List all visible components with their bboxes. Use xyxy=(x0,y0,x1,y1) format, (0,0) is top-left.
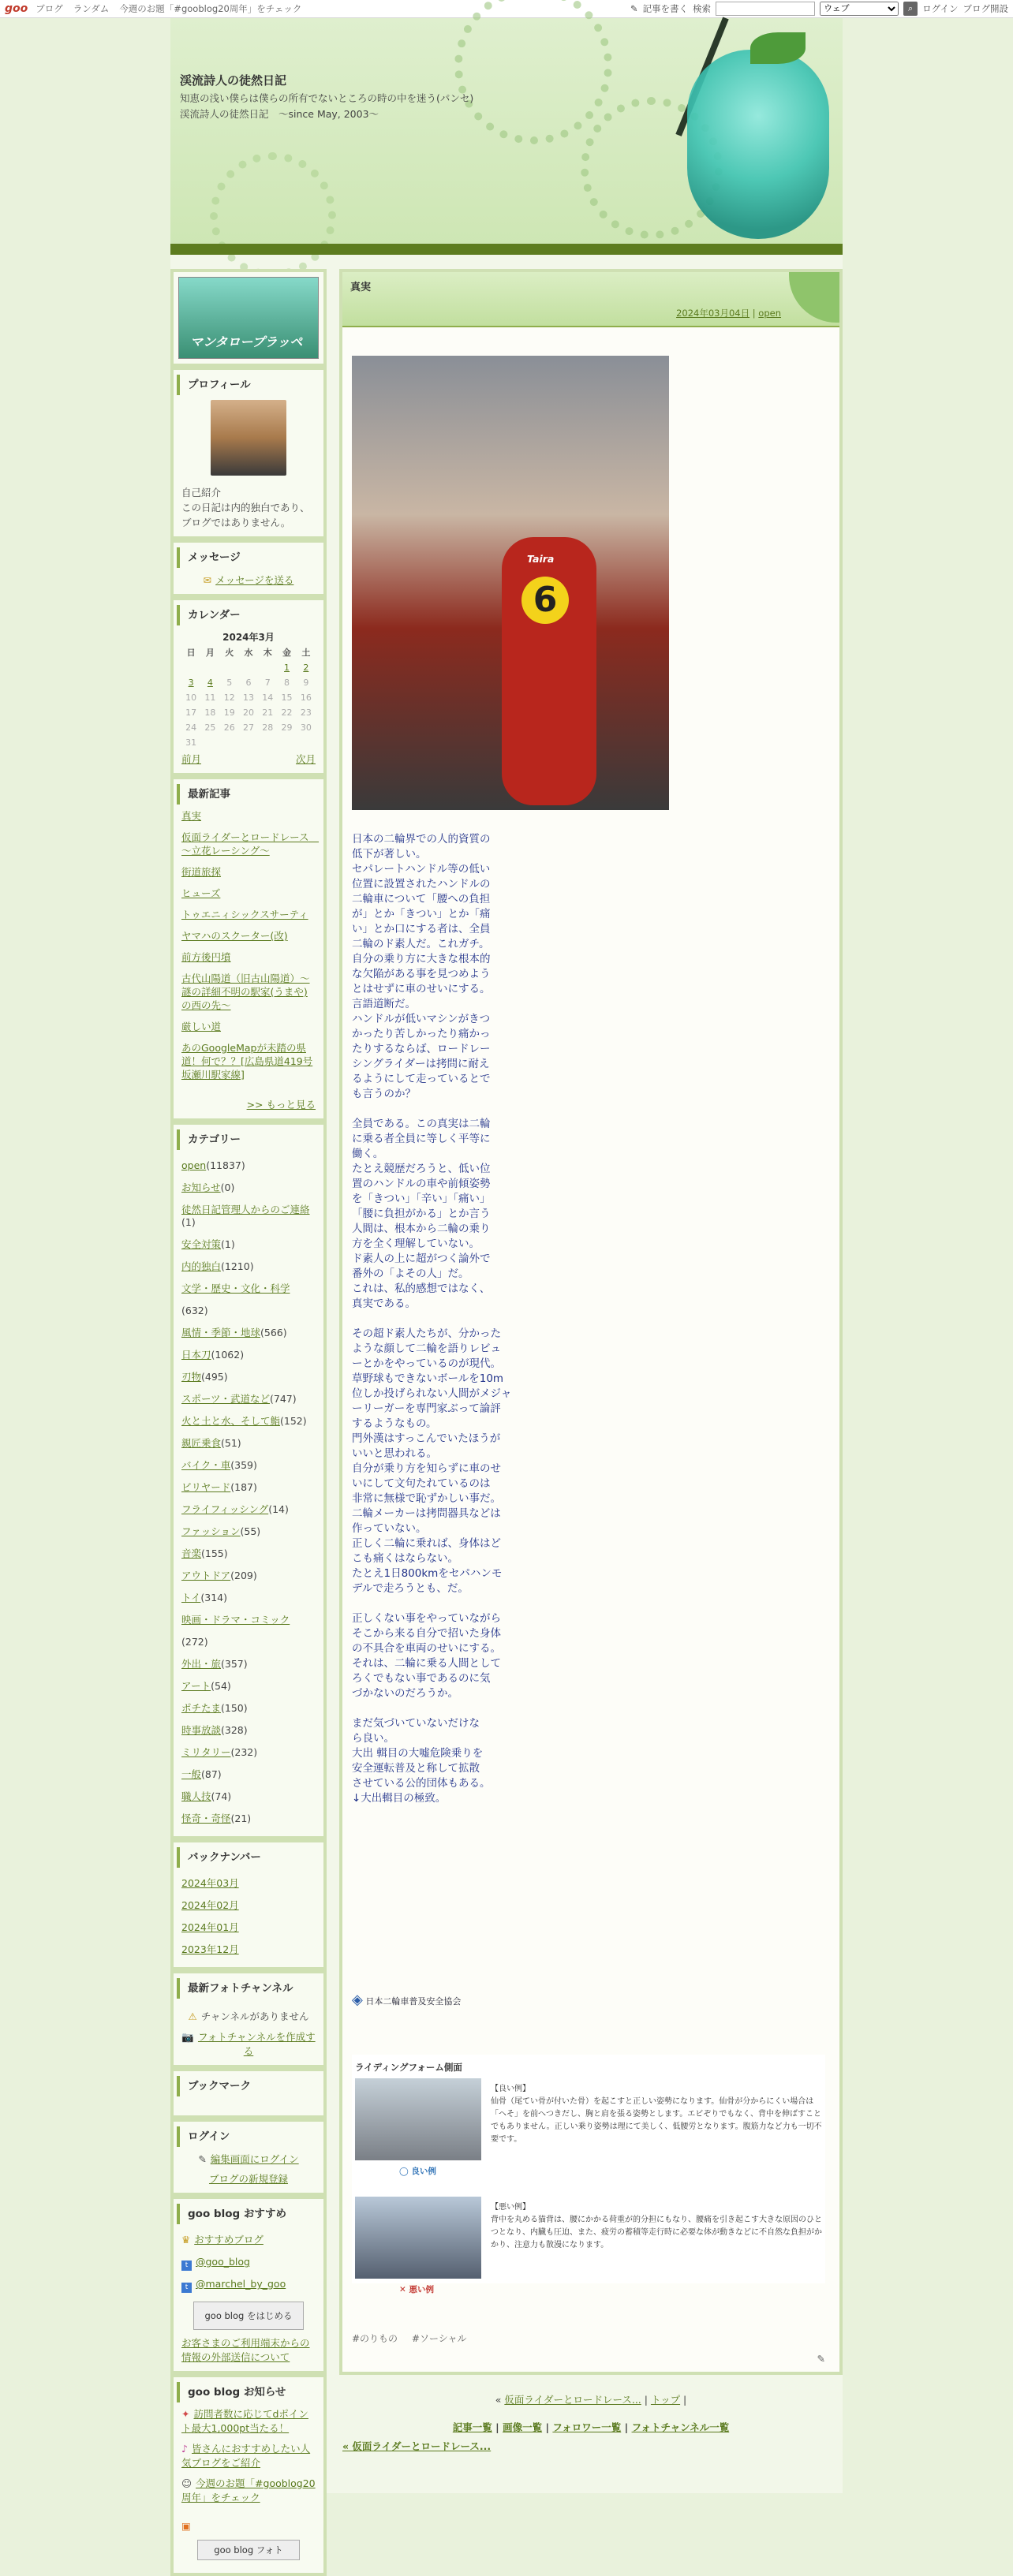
topbar-link-blog[interactable]: ブログ xyxy=(36,3,63,14)
calendar-day: 18 xyxy=(204,707,216,718)
calendar-day: 7 xyxy=(264,678,271,688)
calendar-day: 9 xyxy=(303,678,309,688)
backnumber-link[interactable]: 2024年03月 xyxy=(181,1877,239,1889)
header-band xyxy=(170,244,843,255)
twitter-icon: t xyxy=(181,2261,192,2271)
category-count: (209) xyxy=(230,1570,257,1581)
write-post-link[interactable]: 記事を書く xyxy=(642,3,689,14)
calendar-day: 20 xyxy=(242,707,254,718)
category-link[interactable]: バイク・車 xyxy=(181,1459,231,1471)
recent-post-link[interactable]: 真実 xyxy=(181,810,202,822)
calendar-weekday: 木 xyxy=(263,648,272,658)
category-count: (187) xyxy=(230,1481,257,1493)
goo-icon: ☺ xyxy=(181,2477,193,2489)
category-link[interactable]: ポチたま xyxy=(181,1702,222,1714)
recommend-box xyxy=(170,2196,327,2374)
category-item xyxy=(181,1344,316,1366)
entry-footer-nav: « 仮面ライダーとロードレース... | トップ | 記事一覧 | 画像一覧 | フォロワー一覧 | フォトチャンネル一覧 « 仮面ライダーとロードレース... xyxy=(342,2394,730,2452)
login-box xyxy=(170,2119,327,2196)
recent-post-link[interactable]: ヤマハのスクーター(改) xyxy=(181,930,288,942)
org-name: 日本二輪車普及安全協会 xyxy=(365,1996,462,2007)
header-ornament xyxy=(210,152,336,278)
camera-icon: 📷 xyxy=(181,2031,194,2043)
calendar-day: 23 xyxy=(300,707,312,718)
good-example-image xyxy=(355,2078,481,2160)
news-item-2[interactable]: 皆さんにおすすめしたい人気ブログをご紹介 xyxy=(181,2443,311,2469)
blog-title[interactable]: 渓流詩人の徒然日記 xyxy=(180,73,287,88)
category-link[interactable]: フライフィッシング xyxy=(181,1503,269,1515)
category-link[interactable]: 火と土と水、そして鮨 xyxy=(181,1415,281,1427)
create-channel-link[interactable]: フォトチャンネルを作成する xyxy=(197,2031,316,2057)
entry-category-link[interactable]: open xyxy=(758,308,781,319)
calendar-day[interactable]: 2 xyxy=(303,663,309,673)
calendar-weekday: 月 xyxy=(205,648,215,658)
calendar-day: 25 xyxy=(204,722,216,733)
backnumber-box xyxy=(170,1839,327,1970)
category-item xyxy=(181,1764,316,1786)
bad-example-desc xyxy=(491,2201,822,2252)
recent-post-link[interactable]: ヒューズ xyxy=(181,887,221,899)
category-count: (632) xyxy=(181,1305,208,1316)
calendar-day: 30 xyxy=(300,722,312,733)
avatar xyxy=(211,400,286,476)
news-box xyxy=(170,2374,327,2576)
category-count: (150) xyxy=(221,1702,248,1714)
category-link[interactable]: スポーツ・武道など xyxy=(181,1393,271,1405)
category-item xyxy=(181,1388,316,1410)
calendar-day: 29 xyxy=(281,722,293,733)
category-link[interactable]: 怪奇・奇怪 xyxy=(181,1813,231,1824)
category-item xyxy=(181,1204,316,1229)
calendar-day xyxy=(220,660,239,675)
calendar-table xyxy=(181,630,316,750)
category-item xyxy=(181,1366,316,1388)
category-link[interactable]: 時事放談 xyxy=(181,1724,222,1736)
calendar-day xyxy=(239,735,258,750)
recent-post-link[interactable]: あのGoogleMapが未踏の県道！何で？？[広島県道419号坂瀬川駅家線] xyxy=(181,1042,313,1081)
calendar-day xyxy=(297,735,316,750)
category-count: (314) xyxy=(200,1592,228,1603)
header-frappe-image xyxy=(687,50,829,239)
recent-post-link[interactable]: 街道旅探 xyxy=(181,866,222,878)
marchel-twitter-link[interactable]: @marchel_by_goo xyxy=(196,2278,286,2290)
category-item xyxy=(181,1675,316,1697)
category-link[interactable]: トイ xyxy=(181,1592,201,1603)
category-link[interactable]: 音楽 xyxy=(181,1547,202,1559)
calendar-day: 5 xyxy=(226,678,233,688)
register-link[interactable]: ブログの新規登録 xyxy=(208,2173,288,2185)
recent-post-link[interactable]: 古代山陽道（旧古山陽道）～謎の詳細不明の駅家(うまや)の西の先～ xyxy=(181,973,310,1011)
category-link[interactable]: ビリヤード xyxy=(181,1481,231,1493)
category-item xyxy=(181,1719,316,1742)
good-example-caption: ◯ 良い例 xyxy=(399,2167,436,2176)
category-count: (152) xyxy=(280,1415,307,1427)
bad-example-image xyxy=(355,2197,481,2279)
category-count: (14) xyxy=(268,1503,289,1515)
entry-date-link[interactable]: 2024年03月04日 xyxy=(676,308,750,319)
calendar-weekday: 火 xyxy=(225,648,234,658)
calendar-day: 10 xyxy=(185,693,197,703)
pencil-icon: ✎ xyxy=(198,2153,207,2165)
recent-heading: 最新記事 xyxy=(177,784,323,805)
calendar-next-link[interactable]: 次月 xyxy=(295,753,316,765)
music-icon: ♪ xyxy=(181,2443,188,2455)
category-item xyxy=(181,1454,316,1477)
recent-post-link[interactable]: 前方後円墳 xyxy=(181,951,231,963)
category-item xyxy=(181,1499,316,1521)
category-link[interactable]: 刃物 xyxy=(181,1371,202,1383)
category-item xyxy=(181,1587,316,1609)
calendar-day: 22 xyxy=(281,707,293,718)
riding-form-title: ライディングフォーム側面 xyxy=(355,2062,462,2073)
recent-post-link[interactable]: トゥエニィシックスサーティ xyxy=(181,909,308,920)
category-item xyxy=(181,1742,316,1764)
category-item xyxy=(181,1786,316,1808)
edit-login-link[interactable]: 編集画面にログイン xyxy=(210,2153,299,2165)
login-link[interactable]: ログイン xyxy=(922,3,959,14)
calendar-day: 13 xyxy=(242,693,254,703)
category-link[interactable]: 職人技 xyxy=(181,1790,211,1802)
category-count: (1062) xyxy=(211,1349,245,1361)
category-item xyxy=(181,1177,316,1199)
category-item xyxy=(181,1432,316,1454)
category-link[interactable]: ファッション xyxy=(181,1525,241,1537)
category-count: (74) xyxy=(211,1790,232,1802)
category-count: (359) xyxy=(230,1459,257,1471)
category-item xyxy=(181,1278,316,1322)
external-transmission-link[interactable]: お客さまのご利用端末からの情報の外部送信について xyxy=(181,2337,310,2363)
calendar-day: 8 xyxy=(284,678,290,688)
calendar-box xyxy=(170,597,327,776)
category-item xyxy=(181,1256,316,1278)
search-scope-select[interactable] xyxy=(820,2,899,16)
send-message-link[interactable]: メッセージを送る xyxy=(215,574,294,586)
calendar-day: 6 xyxy=(245,678,252,688)
good-example-desc xyxy=(491,2083,822,2146)
calendar-day xyxy=(258,660,277,675)
category-link[interactable]: 映画・ドラマ・コミック xyxy=(181,1614,290,1626)
calendar-day: 11 xyxy=(204,693,216,703)
backnumber-link[interactable]: 2024年01月 xyxy=(181,1921,239,1933)
calendar-day[interactable]: 1 xyxy=(284,663,290,673)
blog-subtitle: 知恵の浅い僕らは僕らの所有でないところの時の中を迷う(パンセ) 渓流詩人の徒然日記 ～since May, 2003～ xyxy=(180,92,484,120)
calendar-day: 27 xyxy=(242,722,254,733)
calendar-weekday: 金 xyxy=(282,648,292,658)
top-link[interactable]: トップ xyxy=(650,2394,681,2406)
entry-main xyxy=(339,269,843,2375)
good-label: 【良い例】 xyxy=(491,2085,530,2093)
image-list-link[interactable]: 画像一覧 xyxy=(503,2421,543,2433)
calendar-day xyxy=(258,735,277,750)
calendar-month: 2024年3月 xyxy=(222,632,275,643)
topbar-link-random[interactable]: ランダム xyxy=(73,3,110,14)
calendar-day: 14 xyxy=(262,693,274,703)
tag-link[interactable]: #ソーシャル xyxy=(411,2333,467,2344)
calendar-day xyxy=(277,735,296,750)
calendar-prev-link[interactable]: 前月 xyxy=(181,753,202,765)
backnumber-heading: バックナンバー xyxy=(177,1847,323,1868)
bottom-prev-link[interactable]: « 仮面ライダーとロードレース... xyxy=(342,2440,492,2452)
category-link[interactable]: 風情・季節・地球 xyxy=(181,1327,261,1338)
category-count: (566) xyxy=(260,1327,287,1338)
category-link[interactable]: お知らせ xyxy=(181,1182,221,1193)
calendar-day xyxy=(181,660,200,675)
entry-header xyxy=(342,272,839,327)
category-count: (232) xyxy=(230,1746,258,1758)
category-item xyxy=(181,1521,316,1543)
sidebar-banner-image[interactable] xyxy=(178,277,319,359)
message-box xyxy=(170,539,327,597)
page-container xyxy=(170,18,843,2555)
rss-icon[interactable]: ▣ xyxy=(181,2520,191,2532)
bad-desc-text: 背中を丸める猫背は、腰にかかる荷重が的分担にもなり、腰痛を引き起こす大きな原因のひとつとなり、内臓も圧迫、また、疲労の蓄積等走行時に必要な体が動きなどに不自然な負担がかかり、注意力も散漫になります。 xyxy=(491,2216,822,2249)
category-count: (272) xyxy=(181,1636,208,1648)
goo-blog-twitter-link[interactable]: @goo_blog xyxy=(196,2256,250,2268)
backnumber-link[interactable]: 2023年12月 xyxy=(181,1943,239,1955)
goo-blog-photo-button[interactable]: goo blog フォト xyxy=(197,2540,300,2560)
sidebar xyxy=(170,269,327,2576)
category-item xyxy=(181,1155,316,1177)
category-link[interactable]: 内的独白 xyxy=(181,1260,222,1272)
category-link[interactable]: 親匠乗食 xyxy=(181,1437,222,1449)
category-item xyxy=(181,1609,316,1653)
blog-header xyxy=(170,18,843,255)
tag-link[interactable]: #のりもの xyxy=(352,2333,398,2344)
calendar-day: 12 xyxy=(223,693,235,703)
prev-entry-link[interactable]: 仮面ライダーとロードレース... xyxy=(504,2394,641,2406)
edit-entry-icon[interactable]: ✎ xyxy=(817,2353,825,2365)
calendar-day: 26 xyxy=(223,722,235,733)
recent-more-link[interactable]: >> もっと見る xyxy=(246,1099,316,1111)
goo-logo[interactable]: goo xyxy=(5,2,28,15)
category-count: (747) xyxy=(270,1393,297,1405)
header-mint-leaf-image xyxy=(750,32,806,64)
category-item xyxy=(181,1697,316,1719)
category-link[interactable]: 徒然日記管理人からのご連絡 xyxy=(181,1204,310,1215)
warning-icon: ⚠ xyxy=(188,2010,197,2022)
category-item xyxy=(181,1477,316,1499)
backnumber-link[interactable]: 2024年02月 xyxy=(181,1899,239,1911)
calendar-day xyxy=(200,660,219,675)
mail-icon: ✉ xyxy=(203,574,212,586)
category-count: (328) xyxy=(221,1724,248,1736)
start-goo-blog-button[interactable]: goo blog をはじめる xyxy=(193,2302,304,2330)
entry-body: 日本の二輪界での人的資質の 低下が著しい。 セパレートハンドル等の低い 位置に設置されたハンドルの 二輪車について「腰への負担 が」とか「きつい」とか「痛 い」とか口にする者は、全員 二輪のド素人だ。これガチ。 自分の乗り方に大きな根本的 な欠陥がある事を見つめよう とはせずに車のせいにする。 言語道断だ。 ハンドルが低いマシンがきつ かったり苦しかったり痛かっ たりするならば、ロードレー シングライダーは拷問に耐え るようにして走っているとで も言うのか？ 全員である。この真実は二輪 に乗る者全員に等しく平等に 働く。 たとえ競歴だろうと、低い位 置のハンドルの車や前傾姿勢 を「きつい」「辛い」「痛い」 「腰に負担がかる」とか言う 人間は、根本から二輪の乗り 方を全く理解していない。 ド素人の上に超がつく論外で 番外の「よその人」だ。 これは、私的感想ではなく、 真実である。 その超ド素人たちが、分かった ような顔して二輪を語りレビュ ーとかをやっているのが現代。 草野球もできないボールを10m 位しか投げられない人間がメジャ ーリーガーを専門家ぶって論評 するようなもの。 門外漢はすっこんでいたほうが いいと思われる。 自分が乗り方を知らずに車のせ いにして文句たれているのは 非常に無様で恥ずかしい事だ。 二輪メーカーは拷問器具などは 作っていない。 正しく二輪に乗れば、身体はど こも痛くはならない。 たとえ1日800kmをセパハンモ デルで走ろうとも、だ。 正しくない事をやっていながら そこから来る自分で招いた身体 の不具合を車両のせいにする。 それは、二輪に乗る人間として ろくでもない事であるのに気 づかないのだろうか。 まだ気づいていないだけな ら良い。 大出 輯目の大嘘危険乗りを 安全運転普及と称して拡散 させている公的団体もある。 ↓大出輯目の極致。 xyxy=(352,833,512,1805)
category-link[interactable]: ミリタリー xyxy=(181,1746,231,1758)
search-label: 検索 xyxy=(693,3,712,14)
leaf-corner-icon xyxy=(789,272,839,323)
entry-list-link[interactable]: 記事一覧 xyxy=(452,2421,492,2433)
category-count: (54) xyxy=(211,1680,231,1692)
calendar-day xyxy=(200,735,219,750)
category-item xyxy=(181,1543,316,1565)
calendar-day: 15 xyxy=(281,693,293,703)
calendar-day: 21 xyxy=(262,707,274,718)
safety-org-logo xyxy=(352,1992,825,2023)
entry-title[interactable]: 真実 xyxy=(350,282,372,293)
categories-heading: カテゴリー xyxy=(177,1129,323,1150)
category-item xyxy=(181,1322,316,1344)
calendar-day: 31 xyxy=(185,737,197,748)
bookmark-box xyxy=(170,2068,327,2119)
no-channel-text: チャンネルがありません xyxy=(200,2010,309,2022)
calendar-day[interactable]: 4 xyxy=(207,678,213,688)
pencil-icon: ✎ xyxy=(630,3,638,14)
photo-channel-heading: 最新フォトチャンネル xyxy=(177,1978,323,1999)
category-link[interactable]: 安全対策 xyxy=(181,1238,222,1250)
riding-form-figure xyxy=(352,2055,825,2294)
follower-list-link[interactable]: フォロワー一覧 xyxy=(552,2421,622,2433)
calendar-day[interactable]: 3 xyxy=(188,678,194,688)
category-item xyxy=(181,1808,316,1830)
open-blog-link[interactable]: ブログ開設 xyxy=(963,3,1008,14)
news-item-3[interactable]: 今週のお題「#gooblog20周年」をチェック xyxy=(181,2477,316,2503)
calendar-weekday: 日 xyxy=(186,648,196,658)
category-link[interactable]: 文学・歴史・文化・科学 xyxy=(181,1282,290,1294)
category-count: (21) xyxy=(230,1813,252,1824)
search-icon[interactable]: ⌕ xyxy=(903,2,918,16)
calendar-day: 24 xyxy=(185,722,197,733)
category-count: (51) xyxy=(221,1437,241,1449)
gift-icon: ✦ xyxy=(181,2408,190,2420)
category-item xyxy=(181,1410,316,1432)
category-count: (0) xyxy=(220,1182,235,1193)
calendar-weekday: 土 xyxy=(301,648,311,658)
category-count: (87) xyxy=(201,1768,222,1780)
entry-photo[interactable] xyxy=(352,356,669,810)
search-input[interactable] xyxy=(716,2,815,16)
category-item xyxy=(181,1565,316,1587)
category-count: (155) xyxy=(201,1547,228,1559)
profile-heading: プロフィール xyxy=(177,375,323,395)
calendar-day: 19 xyxy=(223,707,235,718)
profile-intro: 自己紹介 この日記は内的独白であり、ブログではありません。 xyxy=(181,487,310,528)
category-count: (1210) xyxy=(221,1260,254,1272)
header-ornament xyxy=(454,0,612,144)
category-count: (495) xyxy=(201,1371,228,1383)
recent-post-link[interactable]: 厳しい道 xyxy=(181,1021,222,1032)
good-desc-text: 仙骨（尾てい骨が付いた骨）を起こすと正しい姿勢になります。仙骨が分からにくい場合は「ヘそ」を前へつきだし、胸と肩を張る姿勢とします。エビぞりでもなく、背中を伸ばすことでもありません。正しい乗り姿勢は理にて美しく、低腰労となります。腹筋力など力も一切不要です。 xyxy=(491,2097,822,2144)
category-link[interactable]: アウトドア xyxy=(181,1570,231,1581)
photo-channel-box xyxy=(170,1970,327,2068)
crown-icon: ♛ xyxy=(181,2234,191,2246)
category-link[interactable]: アート xyxy=(181,1680,211,1692)
category-link[interactable]: open xyxy=(181,1159,207,1171)
category-item xyxy=(181,1234,316,1256)
bad-label: 【悪い例】 xyxy=(491,2203,530,2212)
category-count: (11837) xyxy=(206,1159,245,1171)
calendar-day xyxy=(220,735,239,750)
category-link[interactable]: 日本刀 xyxy=(181,1349,211,1361)
banner-text: マンタロープラッペ xyxy=(190,334,303,349)
category-count: (1) xyxy=(221,1238,235,1250)
calendar-day: 16 xyxy=(300,693,312,703)
calendar-day xyxy=(239,660,258,675)
recommend-blog-link[interactable]: おすすめブログ xyxy=(194,2234,264,2246)
topbar-link-topic[interactable]: 今週のお題「#gooblog20周年」をチェック xyxy=(119,3,302,14)
org-logo-icon: ◈ xyxy=(352,1992,363,2008)
calendar-heading: カレンダー xyxy=(177,605,323,625)
news-heading: goo blog お知らせ xyxy=(177,2382,323,2402)
category-link[interactable]: 外出・旅 xyxy=(181,1658,222,1670)
recommend-heading: goo blog おすすめ xyxy=(177,2204,323,2224)
bookmark-heading: ブックマーク xyxy=(177,2076,323,2096)
recent-posts-box xyxy=(170,776,327,1122)
category-item xyxy=(181,1653,316,1675)
calendar-day: 28 xyxy=(262,722,274,733)
categories-box xyxy=(170,1122,327,1839)
login-heading: ログイン xyxy=(177,2126,323,2147)
bad-example-caption: ✕ 悪い例 xyxy=(399,2285,434,2294)
message-heading: メッセージ xyxy=(177,547,323,568)
profile-box xyxy=(170,367,327,539)
calendar-weekday: 水 xyxy=(244,648,253,658)
entry-tags xyxy=(352,2331,466,2345)
category-link[interactable]: 一般 xyxy=(181,1768,202,1780)
entry-meta: 2024年03月04日 | open xyxy=(676,308,781,319)
sidebar-banner-box xyxy=(170,269,327,367)
news-item-1[interactable]: 訪問者数に応じてdポイント最大1,000pt当たる！ xyxy=(181,2408,308,2434)
category-count: (55) xyxy=(240,1525,261,1537)
photo-caption: Taira xyxy=(527,553,555,565)
category-count: (357) xyxy=(221,1658,248,1670)
race-number-plate: 6 xyxy=(521,577,569,624)
twitter-icon: t xyxy=(181,2283,192,2293)
calendar-day: 17 xyxy=(185,707,197,718)
category-count: (1) xyxy=(181,1216,196,1228)
recent-post-link[interactable]: 仮面ライダーとロードレース ～立花レーシング～ xyxy=(181,831,320,857)
photo-channel-list-link[interactable]: フォトチャンネル一覧 xyxy=(631,2421,730,2433)
